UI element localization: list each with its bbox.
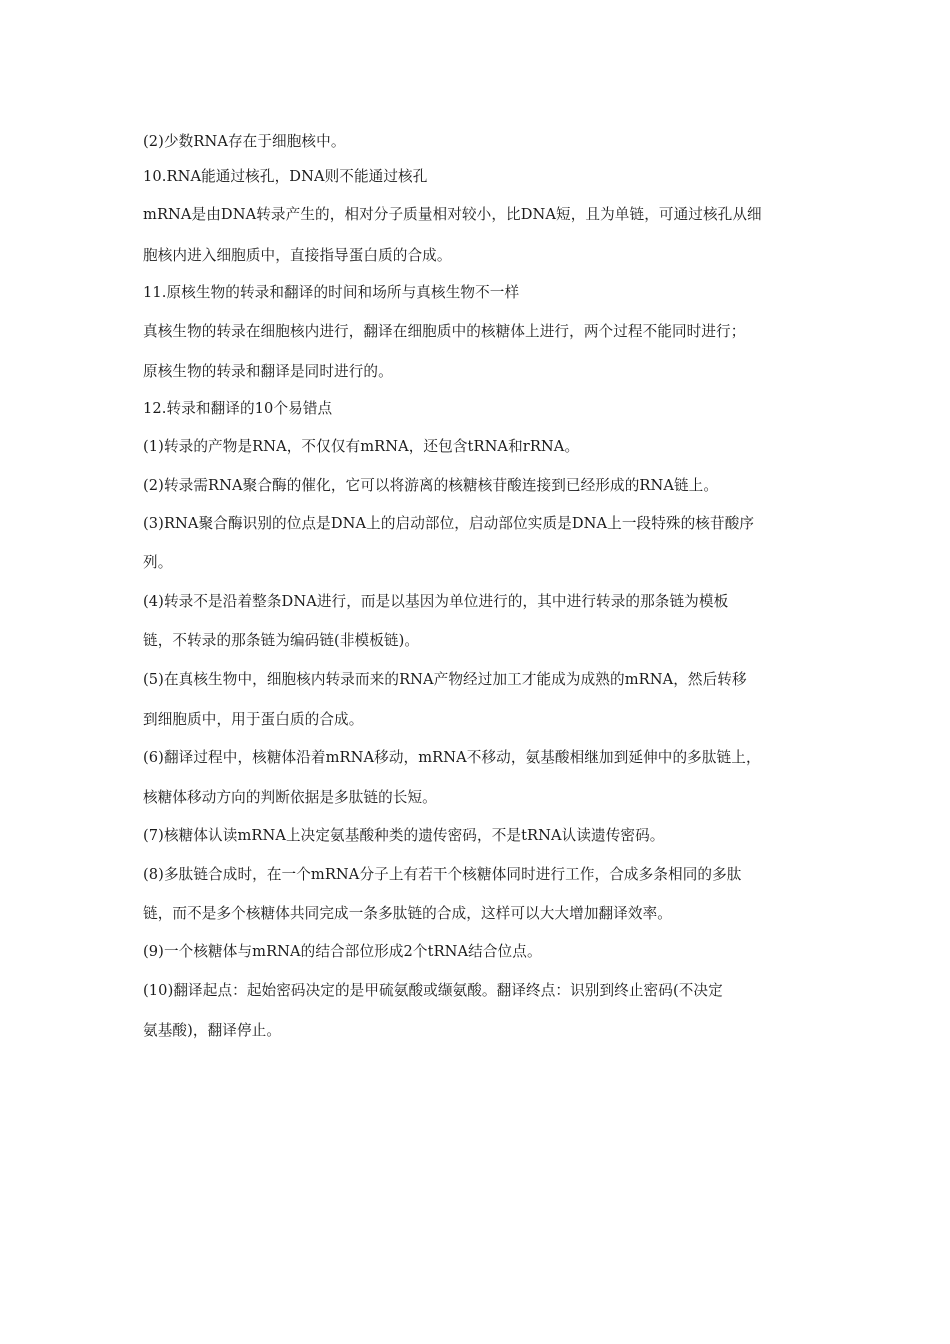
text-line: 真核生物的转录在细胞核内进行，翻译在细胞质中的核糖体上进行，两个过程不能同时进行； bbox=[143, 323, 746, 340]
list-item: (4)转录不是沿着整条DNA进行，而是以基因为单位进行的，其中进行转录的那条链为模板 bbox=[143, 593, 729, 610]
list-item-continuation: 到细胞质中，用于蛋白质的合成。 bbox=[143, 711, 364, 728]
text-line: 原核生物的转录和翻译是同时进行的。 bbox=[143, 363, 393, 380]
list-item-continuation: 链，而不是多个核糖体共同完成一条多肽链的合成，这样可以大大增加翻译效率。 bbox=[143, 905, 672, 922]
list-item: (7)核糖体认读mRNA上决定氨基酸种类的遗传密码，不是tRNA认读遗传密码。 bbox=[143, 827, 665, 844]
text-line: 胞核内进入细胞质中，直接指导蛋白质的合成。 bbox=[143, 247, 452, 264]
section-heading-11: 11.原核生物的转录和翻译的时间和场所与真核生物不一样 bbox=[143, 284, 520, 301]
list-item: (3)RNA聚合酶识别的位点是DNA上的启动部位，启动部位实质是DNA上一段特殊的核苷酸序 bbox=[143, 515, 755, 532]
text-line: (2)少数RNA存在于细胞核中。 bbox=[143, 133, 346, 150]
list-item: (1)转录的产物是RNA，不仅仅有mRNA，还包含tRNA和rRNA。 bbox=[143, 438, 580, 455]
list-item-continuation: 核糖体移动方向的判断依据是多肽链的长短。 bbox=[143, 789, 437, 806]
list-item: (5)在真核生物中，细胞核内转录而来的RNA产物经过加工才能成为成熟的mRNA，然后转移 bbox=[143, 671, 747, 688]
list-item: (10)翻译起点：起始密码决定的是甲硫氨酸或缬氨酸。翻译终点：识别到终止密码(不决定 bbox=[143, 982, 723, 999]
section-heading-10: 10.RNA能通过核孔，DNA则不能通过核孔 bbox=[143, 168, 428, 185]
list-item-continuation: 列。 bbox=[143, 554, 173, 571]
list-item: (6)翻译过程中，核糖体沿着mRNA移动，mRNA不移动，氨基酸相继加到延伸中的多肽链上， bbox=[143, 749, 761, 766]
list-item: (8)多肽链合成时，在一个mRNA分子上有若干个核糖体同时进行工作，合成多条相同的多肽 bbox=[143, 866, 742, 883]
list-item-continuation: 链，不转录的那条链为编码链(非模板链)。 bbox=[143, 632, 420, 649]
list-item: (9)一个核糖体与mRNA的结合部位形成2个tRNA结合位点。 bbox=[143, 943, 542, 960]
list-item-continuation: 氨基酸)，翻译停止。 bbox=[143, 1022, 282, 1039]
list-item: (2)转录需RNA聚合酶的催化，它可以将游离的核糖核苷酸连接到已经形成的RNA链上。 bbox=[143, 477, 719, 494]
section-heading-12: 12.转录和翻译的10个易错点 bbox=[143, 400, 333, 417]
text-line: mRNA是由DNA转录产生的，相对分子质量相对较小，比DNA短，且为单链，可通过核孔从细 bbox=[143, 206, 762, 223]
